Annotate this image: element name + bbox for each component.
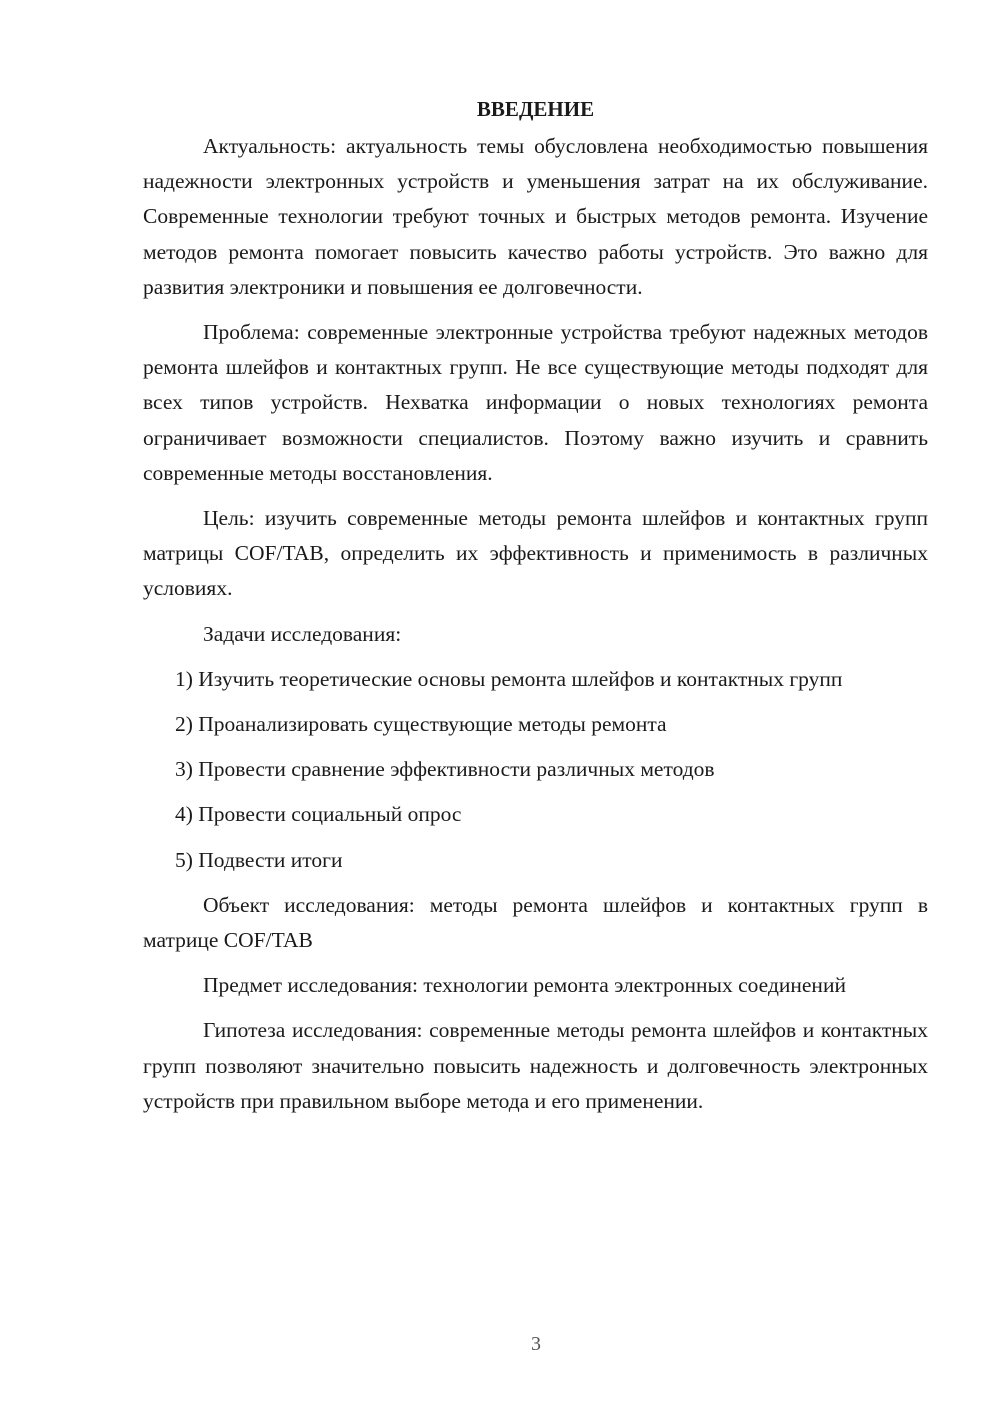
section-title: ВВЕДЕНИЕ xyxy=(476,97,595,121)
task-item-3: 3) Провести сравнение эффективности различных методов xyxy=(175,757,715,782)
goal-paragraph: Цель: изучить современные методы ремонта шлейфов и контактных групп матрицы COF/TAB, определить их эффективность и применимость в различных условиях. xyxy=(143,506,928,601)
task-item-2: 2) Проанализировать существующие методы ремонта xyxy=(175,712,667,737)
relevance-paragraph: Актуальность: актуальность темы обусловлена необходимостью повышения надежности электронных устройств и уменьшения затрат на их обслуживание. Современные технологии требуют точных и быстрых методов ремонта. Изучение методов ремонта помогает повысить качество работы устройств. Это важно для развития электроники и повышения ее долговечности. xyxy=(143,134,928,299)
problem-paragraph: Проблема: современные электронные устройства требуют надежных методов ремонта шлейфов и контактных групп. Не все существующие методы подходят для всех типов устройств. Нехватка информации о новых технологиях ремонта ограничивает возможности специалистов. Поэтому важно изучить и сравнить современные методы восстановления. xyxy=(143,320,928,485)
hypothesis-paragraph: Гипотеза исследования: современные методы ремонта шлейфов и контактных групп позволяют значительно повысить надежность и долговечность электронных устройств при правильном выборе метода и его применении. xyxy=(143,1018,928,1113)
subject-paragraph: Предмет исследования: технологии ремонта электронных соединений xyxy=(203,973,846,998)
page-number: 3 xyxy=(531,1333,541,1355)
task-item-1: 1) Изучить теоретические основы ремонта шлейфов и контактных групп xyxy=(175,666,843,691)
task-item-4: 4) Провести социальный опрос xyxy=(175,802,462,827)
task-item-5: 5) Подвести итоги xyxy=(175,847,343,872)
page-content xyxy=(143,92,928,1119)
object-paragraph: Объект исследования: методы ремонта шлейфов и контактных групп в матрице COF/TAB xyxy=(143,892,928,953)
tasks-heading: Задачи исследования: xyxy=(203,621,402,646)
